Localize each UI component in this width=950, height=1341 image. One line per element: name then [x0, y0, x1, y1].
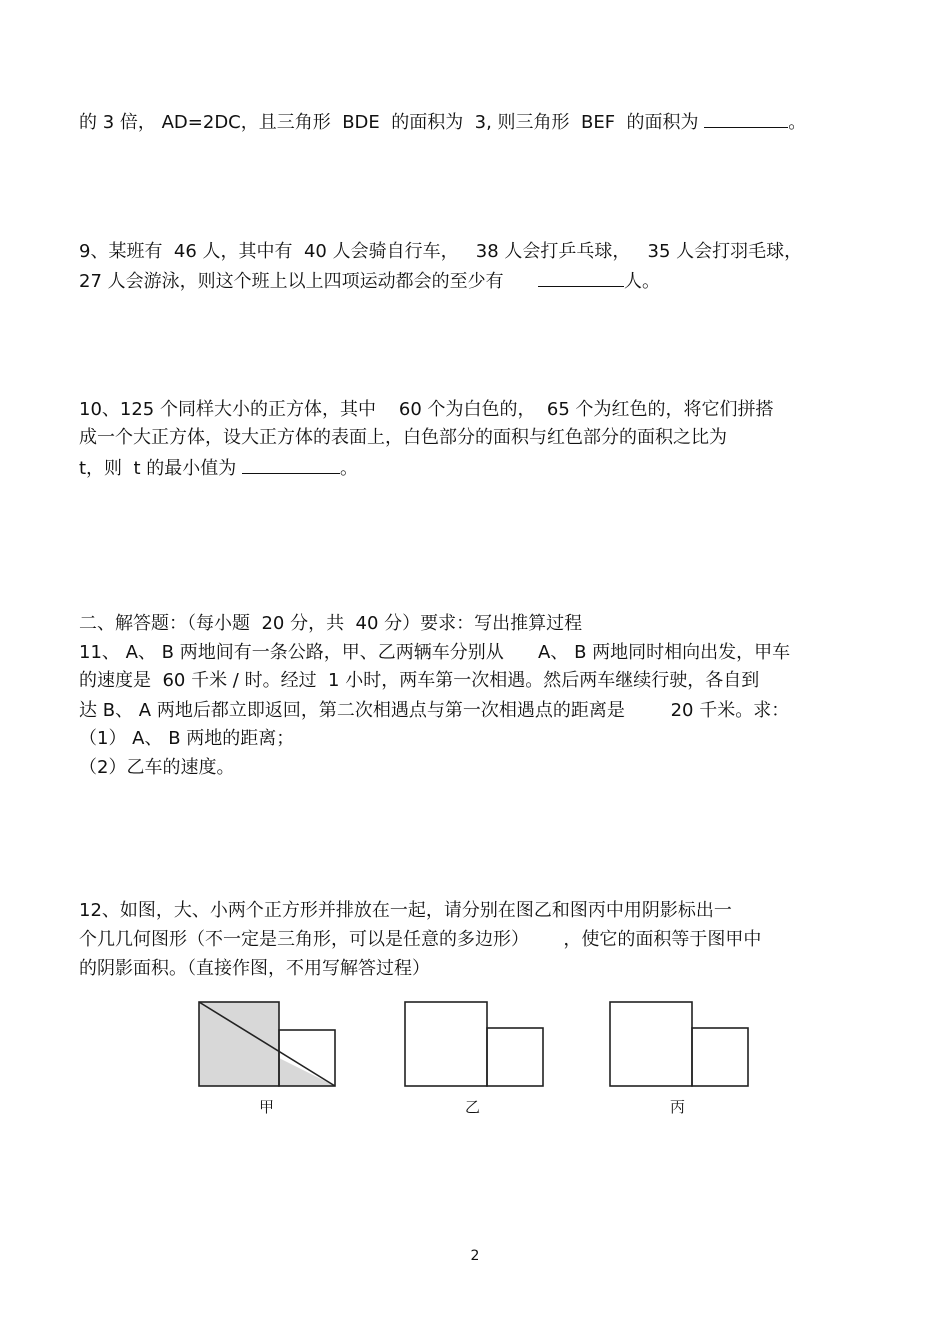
figure-bing	[608, 1000, 750, 1090]
q8-text: 的 3 倍， AD=2DC，且三角形 BDE 的面积为 3, 则三角形 BEF 的面积为	[79, 112, 705, 133]
q8-line-1	[79, 109, 806, 135]
figure-yi	[403, 1000, 545, 1090]
q9-line-2	[79, 268, 660, 294]
q9-line-1: 9、某班有 46 人，其中有 40 人会骑自行车， 38 人会打乒乓球， 35 人会打羽毛球，	[79, 241, 803, 262]
q10-text: t，则 t 的最小值为	[79, 458, 243, 479]
figure-label-yi: 乙	[465, 1098, 481, 1116]
q9-end: 人。	[623, 271, 660, 292]
q10-end: 。	[340, 458, 359, 479]
q9-answer-blank[interactable]	[538, 268, 624, 287]
q10-answer-blank[interactable]	[242, 455, 340, 474]
figure-jia-drawing	[197, 1000, 339, 1090]
large-square	[405, 1002, 487, 1086]
figure-label-jia: 甲	[259, 1098, 275, 1116]
q9-text: 27 人会游泳，则这个班上以上四项运动都会的至少有	[79, 271, 538, 292]
q11-line-2: 的速度是 60 千米 / 时。经过 1 小时，两车第一次相遇。然后两车继续行驶，各自到	[79, 670, 760, 691]
small-square	[487, 1028, 543, 1086]
figure-jia	[197, 1000, 339, 1090]
q11-line-4: （1） A、 B 两地的距离；	[79, 728, 295, 749]
figure-bing-drawing	[608, 1000, 750, 1090]
q11-line-1: 11、 A、 B 两地间有一条公路，甲、乙两辆车分别从 A、 B 两地同时相向出发，甲车	[79, 642, 791, 663]
large-square	[610, 1002, 692, 1086]
q8-end: 。	[788, 112, 807, 133]
q10-line-2: 成一个大正方体，设大正方体的表面上，白色部分的面积与红色部分的面积之比为	[79, 427, 727, 448]
q10-line-1: 10、125 个同样大小的正方体，其中 60 个为白色的， 65 个为红色的，将它们拼搭	[79, 399, 774, 420]
q12-line-1: 12、如图，大、小两个正方形并排放在一起，请分别在图乙和图丙中用阴影标出一	[79, 900, 732, 921]
small-square	[692, 1028, 748, 1086]
section-2-heading: 二、解答题：（每小题 20 分，共 40 分）要求：写出推算过程	[79, 613, 583, 634]
figure-label-bing: 丙	[670, 1098, 686, 1116]
q12-line-2: 个几几何图形（不一定是三角形，可以是任意的多边形） ，使它的面积等于图甲中	[79, 929, 762, 950]
q8-answer-blank[interactable]	[704, 109, 788, 128]
q12-line-3: 的阴影面积。（直接作图，不用写解答过程）	[79, 958, 430, 979]
q11-line-5: （2）乙车的速度。	[79, 757, 235, 778]
page-number: 2	[470, 1248, 480, 1264]
figure-yi-drawing	[403, 1000, 545, 1090]
q11-line-3: 达 B、 A 两地后都立即返回，第二次相遇点与第一次相遇点的距离是 20 千米。求：	[79, 700, 790, 721]
q10-line-3	[79, 455, 358, 481]
